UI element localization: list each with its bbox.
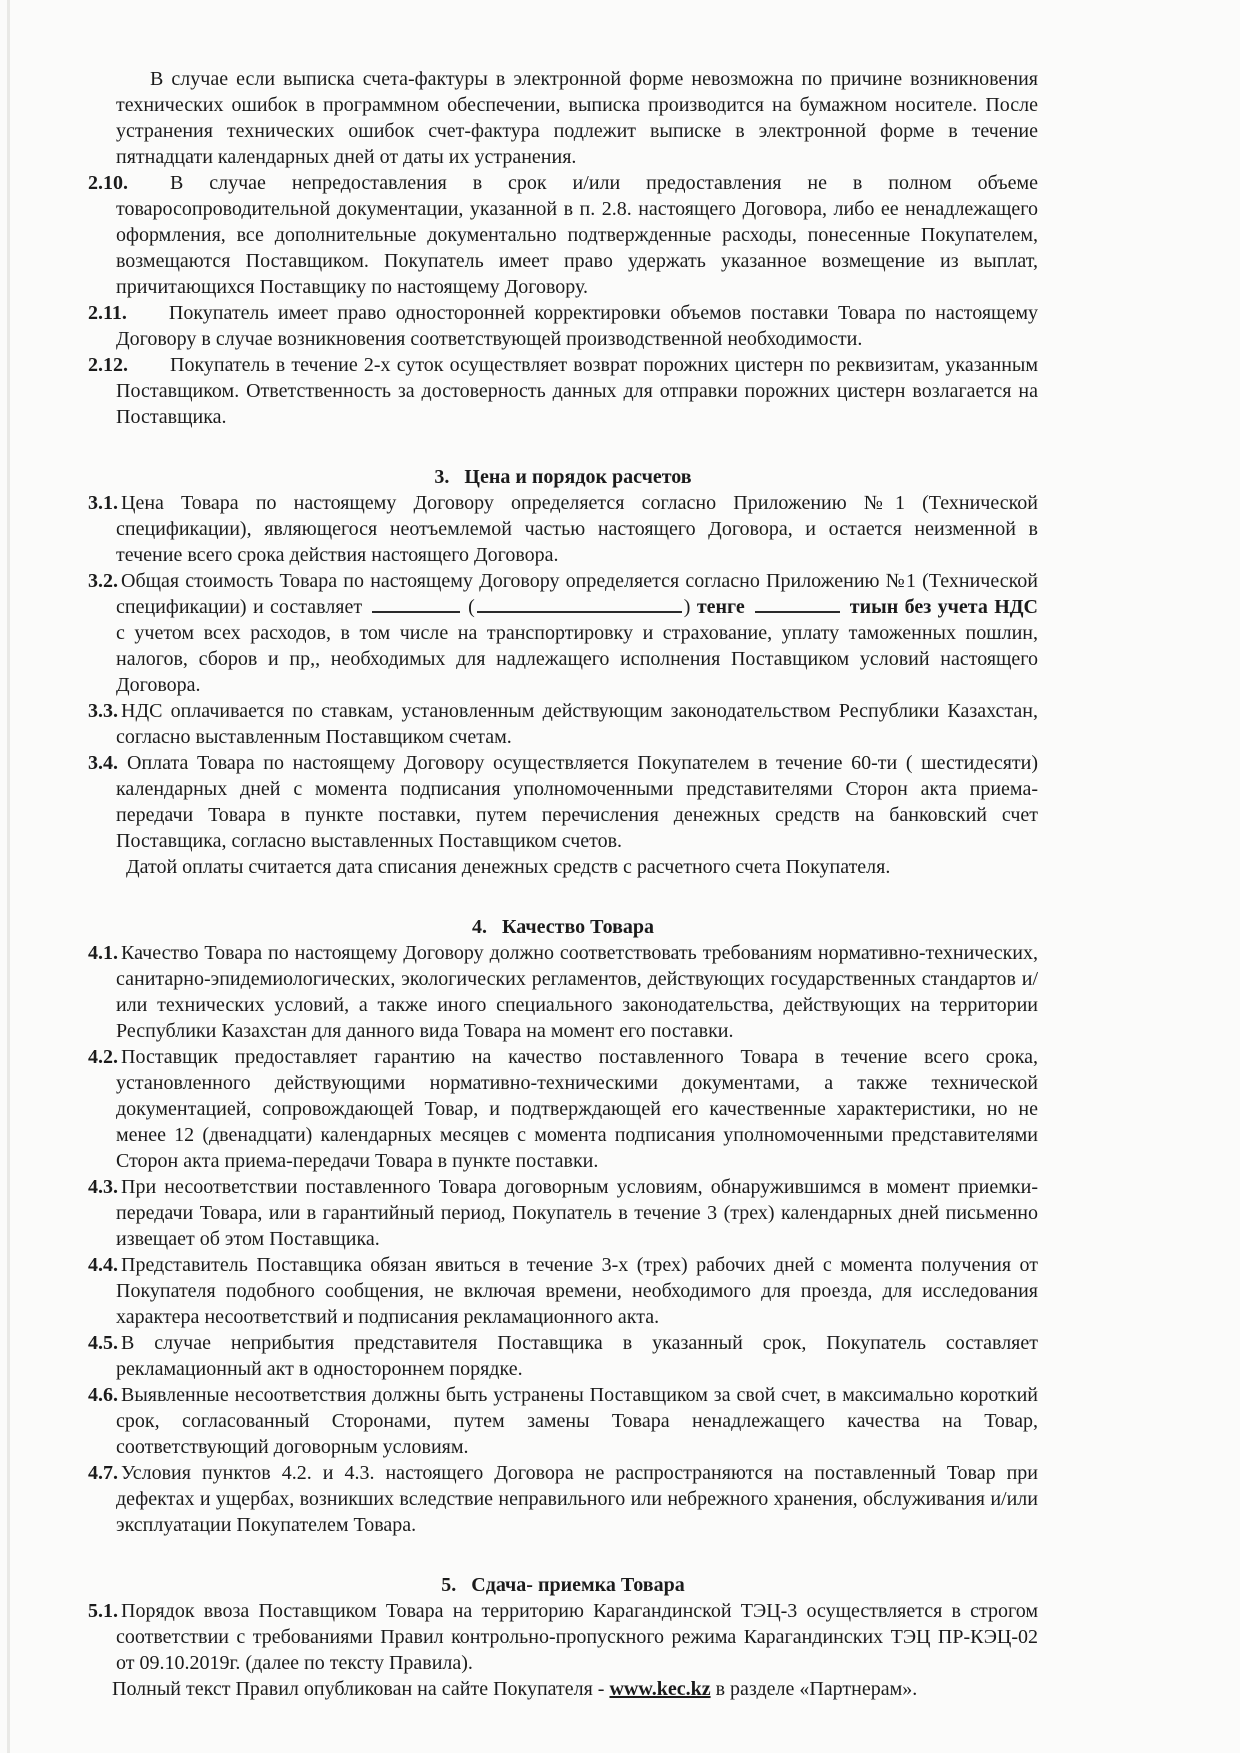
contract-page-body <box>88 66 1038 1702</box>
clause-number: 4.2. <box>88 1046 118 1068</box>
scan-artifact-left-edge <box>7 0 10 1753</box>
clause-text: Выявленные несоответствия должны быть устранены Поставщиком за свой счет, в максимально короткий срок, согласованный Сторонами, путем замены Товара ненадлежащего качества на Товар, соответствующий договорным условиям. <box>116 1384 1038 1458</box>
currency-label: тиын без учета НДС <box>849 596 1038 618</box>
clause-number: 4.4. <box>88 1254 118 1276</box>
clause-4-3 <box>88 1174 1038 1252</box>
clause-text: Представитель Поставщика обязан явиться в течение 3-х (трех) рабочих дней с момента получения от Покупателя подобного сообщения, не включая времени, необходимого для проезда, для исследования характера несоответствий и подписания рекламационного акта. <box>116 1254 1038 1328</box>
clause-4-1 <box>88 940 1038 1044</box>
section-title: Сдача- приемка Товара <box>471 1574 685 1596</box>
clause-text: Условия пунктов 4.2. и 4.3. настоящего Договора не распространяются на поставленный Товар при дефектах и ущербах, возникших вследствие неправильного или небрежного хранения, обслуживания и/или эксплуатации Покупателем Товара. <box>116 1462 1038 1536</box>
clause-text: Поставщик предоставляет гарантию на качество поставленного Товара в течение всего срока, установленного действующими нормативно-техническими документами, а также технической документацией, сопровождающей Товар, и подтверждающей его качественные характеристики, но не менее 12 (двенадцати) календарных месяцев с момента подписания уполномоченными представителями Сторон акта приема-передачи Товара в пункте поставки. <box>116 1046 1038 1172</box>
section-number: 3. <box>434 466 450 488</box>
clause-3-3 <box>88 698 1038 750</box>
clause-2-10 <box>88 170 1038 300</box>
clause-3-4 <box>88 750 1038 854</box>
website-link: www.kec.kz <box>609 1678 711 1700</box>
clause-number: 4.3. <box>88 1176 118 1198</box>
blank-line <box>477 599 682 613</box>
clause-2-11 <box>88 300 1038 352</box>
clause-number: 4.5. <box>88 1332 118 1354</box>
note-text: Полный текст Правил опубликован на сайте Покупателя - <box>112 1678 610 1700</box>
currency-label: тенге <box>696 596 745 618</box>
clause-4-7 <box>88 1460 1038 1538</box>
section-4-heading <box>88 914 1038 940</box>
clause-text: ) <box>683 596 697 618</box>
clause-number: 2.12. <box>88 354 128 376</box>
clause-number: 5.1. <box>88 1600 118 1622</box>
clause-3-1 <box>88 490 1038 568</box>
blank-line <box>372 599 460 613</box>
rules-publication-note <box>88 1676 1038 1702</box>
note-text: в разделе «Партнерам». <box>710 1678 918 1700</box>
clause-4-4 <box>88 1252 1038 1330</box>
payment-date-note: Датой оплаты считается дата списания денежных средств с расчетного счета Покупателя. <box>126 856 891 878</box>
clause-number: 2.11. <box>88 302 127 324</box>
clause-number: 4.6. <box>88 1384 118 1406</box>
clause-4-6 <box>88 1382 1038 1460</box>
clause-text: Качество Товара по настоящему Договору должно соответствовать требованиям нормативно-технических, санитарно-эпидемиологических, экологических регламентов, действующих государственных стандартов и/или технических условий, а также иного специального законодательства, действующих на территории Республики Казахстан для данного вида Товара на момент его поставки. <box>116 942 1038 1042</box>
clause-text: В случае неприбытия представителя Поставщика в указанный срок, Покупатель составляет рекламационный акт в одностороннем порядке. <box>116 1332 1038 1380</box>
section-title: Качество Товара <box>501 916 655 938</box>
clause-text: В случае непредоставления в срок и/или предоставления не в полном объеме товаросопроводительной документации, указанной в п. 2.8. настоящего Договора, либо ее ненадлежащего оформления, все дополнительные документально подтвержденные расходы, понесенные Покупателем, возмещаются Поставщиком. Покупатель имеет право удержать указанное возмещение из выплат, причитающихся Поставщику по настоящему Договору. <box>116 172 1038 298</box>
clause-number: 3.3. <box>88 700 118 722</box>
clause-number: 3.1. <box>88 492 118 514</box>
blank-line <box>755 599 840 613</box>
clause-text: НДС оплачивается по ставкам, установленным действующим законодательством Республики Казахстан, согласно выставленным Поставщиком счетам. <box>116 700 1038 748</box>
clause-3-2 <box>88 568 1038 698</box>
clause-text: При несоответствии поставленного Товара договорным условиям, обнаружившимся в момент приемки-передачи Товара, или в гарантийный период, Покупатель в течение 3 (трех) календарных дней письменно извещает об этом Поставщика. <box>116 1176 1038 1250</box>
clause-2-12 <box>88 352 1038 430</box>
clause-number: 3.2. <box>88 570 118 592</box>
intro-paragraph: В случае если выписка счета-фактуры в электронной форме невозможна по причине возникновения технических ошибок в программном обеспечении, выписка производится на бумажном носителе. После устранения технических ошибок счет-фактура подлежит выписке в электронной форме в течение пятнадцати календарных дней от даты их устранения. <box>116 68 1038 168</box>
clause-4-5 <box>88 1330 1038 1382</box>
clause-text: Оплата Товара по настоящему Договору осуществляется Покупателем в течение 60-ти ( шестидесяти) календарных дней с момента подписания уполномоченными представителями Сторон акта приема-передачи Товара в пункте поставки, путем перечисления денежных средств на банковский счет Поставщика, согласно выставленных Поставщиком счетов. <box>116 752 1038 852</box>
clause-number: 2.10. <box>88 172 128 194</box>
section-3-heading <box>88 464 1038 490</box>
clause-number: 4.1. <box>88 942 118 964</box>
clause-text: Общая стоимость Товара по настоящему Договору определяется согласно Приложению №1 (Технической спецификации) и составляет <box>116 570 1038 618</box>
clause-4-2 <box>88 1044 1038 1174</box>
clause-text: с учетом всех расходов, в том числе на транспортировку и страхование, уплату таможенных пошлин, налогов, сборов и пр,, необходимых для надлежащего исполнения Поставщиком условий настоящего Договора. <box>116 622 1038 696</box>
section-number: 4. <box>471 916 487 938</box>
clause-text: ( <box>468 596 475 618</box>
section-5-heading <box>88 1572 1038 1598</box>
clause-text: Покупатель в течение 2-х суток осуществляет возврат порожних цистерн по реквизитам, указанным Поставщиком. Ответственность за достоверность данных для отправки порожних цистерн возлагается на Поставщика. <box>116 354 1038 428</box>
clause-5-1 <box>88 1598 1038 1676</box>
clause-number: 4.7. <box>88 1462 118 1484</box>
clause-text: Порядок ввоза Поставщиком Товара на территорию Карагандинской ТЭЦ-3 осуществляется в строгом соответствии с требованиями Правил контрольно-пропускного режима Карагандинских ТЭЦ ПР-КЭЦ-02 от 09.10.2019г. (далее по тексту Правила). <box>116 1600 1038 1674</box>
clause-text: Покупатель имеет право односторонней корректировки объемов поставки Товара по настоящему Договору в случае возникновения соответствующей производственной необходимости. <box>116 302 1038 350</box>
clause-number: 3.4. <box>88 752 118 774</box>
clause-text: Цена Товара по настоящему Договору определяется согласно Приложению №1 (Технической спецификации), являющегося неотъемлемой частью настоящего Договора, и остается неизменной в течение всего срока действия настоящего Договора. <box>116 492 1038 566</box>
section-title: Цена и порядок расчетов <box>464 466 692 488</box>
section-number: 5. <box>441 1574 457 1596</box>
